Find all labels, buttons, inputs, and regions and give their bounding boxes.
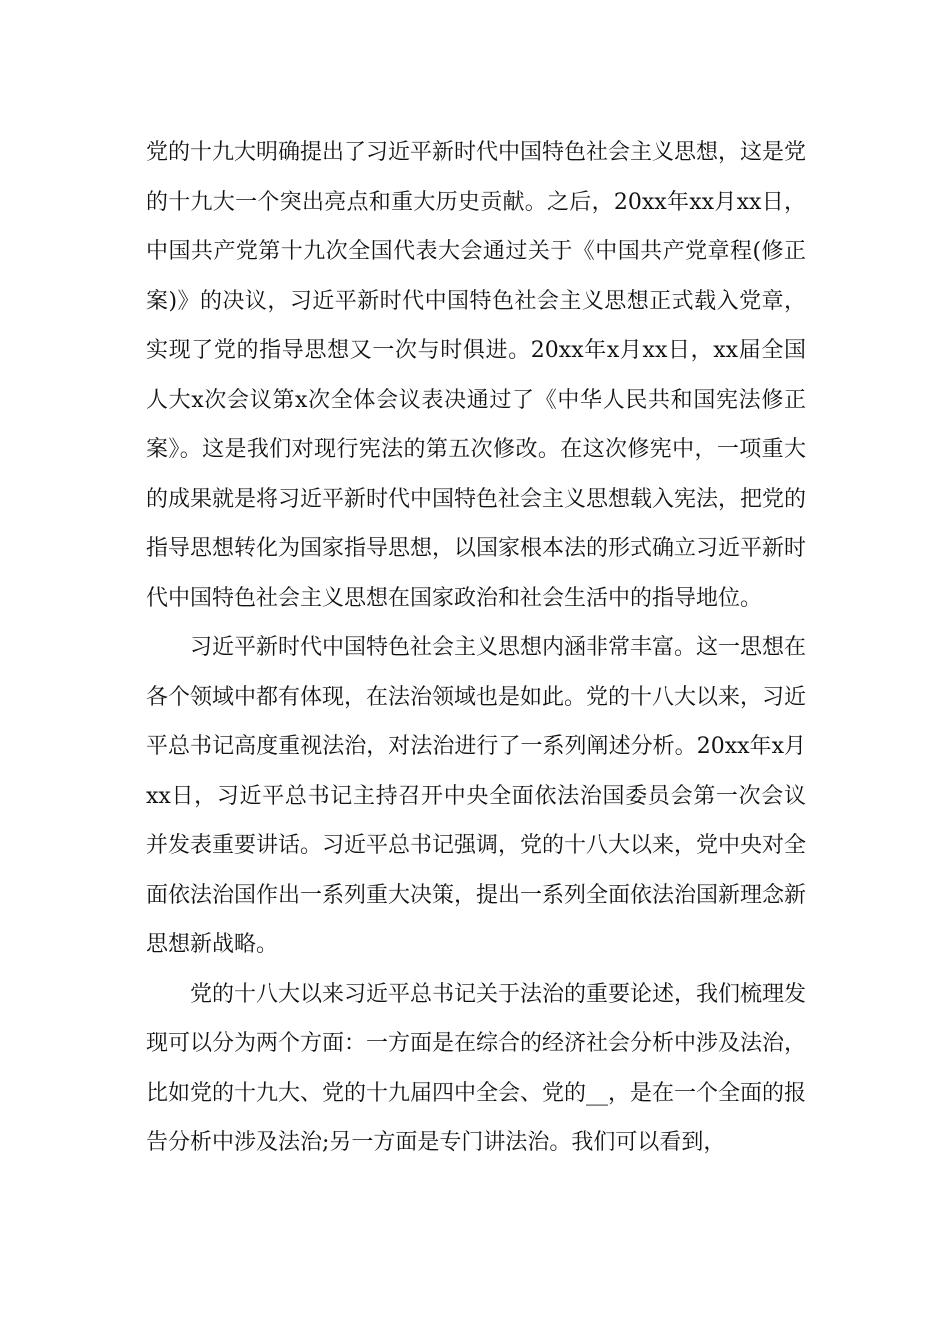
paragraph-1: 党的十九大明确提出了习近平新时代中国特色社会主义思想，这是党的十九大一个突出亮点和重大历史贡献。之后，20xx年xx月xx日，中国共产党第十九次全国代表大会通过关于《中国共产党章程(修正案)》的决议，习近平新时代中国特色社会主义思想正式载入党章，实现了党的指导思想又一次与时俱进。20xx年x月xx日，xx届全国人大x次会议第x次全体会议表决通过了《中华人民共和国宪法修正案》。这是我们对现行宪法的第五次修改。在这次修宪中，一项重大的成果就是将习近平新时代中国特色社会主义思想载入宪法，把党的指导思想转化为国家指导思想，以国家根本法的形式确立习近平新时代中国特色社会主义思想在国家政治和社会生活中的指导地位。 [146, 140, 807, 611]
paragraph-3: 党的十八大以来习近平总书记关于法治的重要论述，我们梳理发现可以分为两个方面：一方面是在综合的经济社会分析中涉及法治，比如党的十九大、党的十九届四中全会、党的__，是在一个全面的报告分析中涉及法治;另一方面是专门讲法治。我们可以看到， [146, 981, 807, 1155]
document-body [146, 128, 806, 1168]
paragraph-2: 习近平新时代中国特色社会主义思想内涵非常丰富。这一思想在各个领域中都有体现，在法治领域也是如此。党的十八大以来，习近平总书记高度重视法治，对法治进行了一系列阐述分析。20xx年x月xx日，习近平总书记主持召开中央全面依法治国委员会第一次会议并发表重要讲话。习近平总书记强调，党的十八大以来，党中央对全面依法治国作出一系列重大决策，提出一系列全面依法治国新理念新思想新战略。 [146, 635, 807, 957]
